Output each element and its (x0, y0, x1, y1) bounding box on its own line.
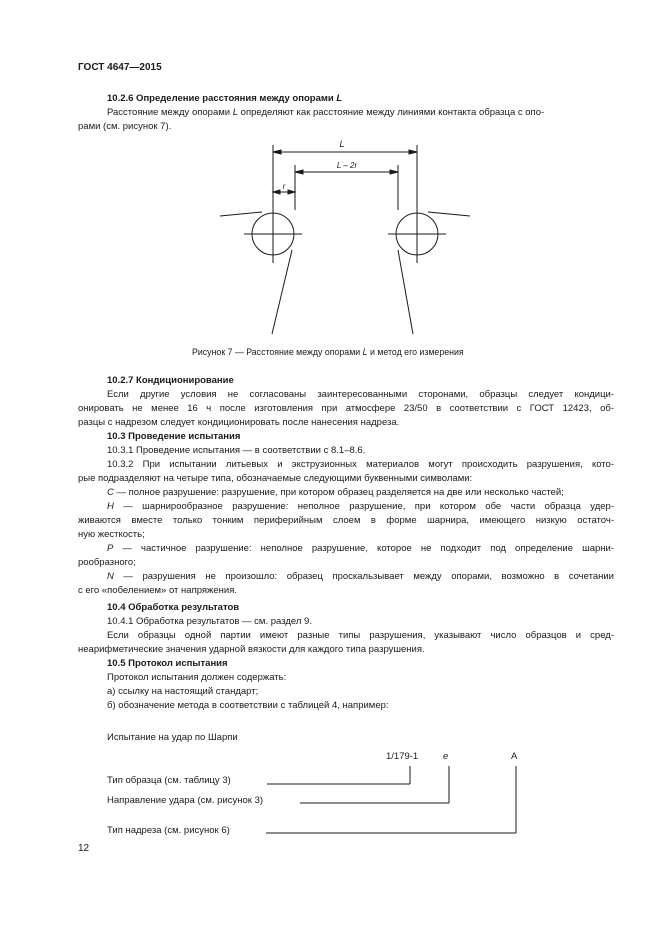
list-item-fracture-p: P — частичное разрушение: неполное разрушение, которое не подходит под определение шарни- (107, 543, 614, 554)
example-code: 1/179-1 (386, 751, 419, 762)
dimension-label-L-2r: L – 2r (336, 161, 358, 170)
section-heading-10-5: 10.5 Протокол испытания (107, 658, 228, 669)
paragraph-line: Расстояние между опорами L определяют как расстояние между линиями контакта образца с опо- (107, 107, 545, 118)
paragraph-line: ную жесткость; (78, 529, 145, 540)
paragraph-line: рообразного; (78, 557, 136, 568)
example-label-impact-direction: Направление удара (см. рисунок 3) (107, 795, 264, 806)
section-heading-10-4: 10.4 Обработка результатов (107, 602, 240, 613)
paragraph-line: рые подразделяют на четыре типа, обозначаемые следующими буквенными символами: (78, 473, 473, 484)
paragraph-line: 10.4.1 Обработка результатов — см. раздел 9. (107, 616, 312, 627)
paragraph-line: 10.3.2 При испытании литьевых и экструзионных материалов могут происходить разрушения, кото- (107, 459, 614, 470)
example-label-specimen-type: Тип образца (см. таблицу 3) (107, 775, 231, 786)
paragraph-line: б) обозначение метода в соответствии с таблицей 4, например: (107, 700, 389, 711)
figure-caption: Рисунок 7 — Расстояние между опорами L и метод его измерения (192, 347, 464, 357)
paragraph-line: 10.3.1 Проведение испытания — в соответствии с 8.1–8.6. (107, 445, 366, 456)
paragraph-line: с его «побелением» от напряжения. (78, 585, 238, 596)
paragraph-line: а) ссылку на настоящий стандарт; (107, 686, 259, 697)
paragraph-line: онировать не менее 16 ч после изготовления при атмосфере 23/50 в соответствии с ГОСТ 12423, об- (78, 403, 614, 414)
list-item-fracture-c: C — полное разрушение: разрушение, при котором образец разделяется на две или несколько частей; (107, 487, 564, 498)
example-label-notch-type: Тип надреза (см. рисунок 6) (107, 825, 230, 836)
example-title: Испытание на удар по Шарпи (107, 732, 238, 743)
paragraph-line: разцы с надрезом следует кондиционировать после нанесения надреза. (78, 417, 400, 428)
section-heading-10-3: 10.3 Проведение испытания (107, 431, 241, 442)
dimension-label-L: L (339, 139, 345, 149)
list-item-fracture-n: N — разрушения не произошло: образец проскальзывает между опорами, возможно в сочетании (107, 571, 614, 582)
example-direction: e (443, 751, 449, 762)
paragraph-line: неарифметические значения ударной вязкости для каждого типа разрушения. (78, 644, 425, 655)
paragraph-line: живаются вместе только тонким периферийным слоем в форме шарнира, имеющего низкую остаточ- (78, 515, 614, 526)
list-item-fracture-h: H — шарнирообразное разрушение: неполное разрушение, при котором обе части образца удер- (107, 501, 614, 512)
section-heading-10-2-6: 10.2.6 Определение расстояния между опорами L (107, 93, 343, 104)
dimension-label-r: r (282, 182, 286, 191)
example-notch: A (511, 751, 518, 762)
section-heading-10-2-7: 10.2.7 Кондиционирование (107, 375, 234, 386)
paragraph-line: рами (см. рисунок 7). (78, 121, 172, 132)
paragraph-line: Если другие условия не согласованы заинтересованными сторонами, образцы следует кондици- (107, 389, 614, 400)
document-header: ГОСТ 4647—2015 (78, 62, 162, 73)
paragraph-line: Протокол испытания должен содержать: (107, 672, 287, 683)
page-number: 12 (78, 843, 90, 854)
paragraph-line: Если образцы одной партии имеют разные типы разрушения, указывают число образцов и сред- (107, 630, 614, 641)
